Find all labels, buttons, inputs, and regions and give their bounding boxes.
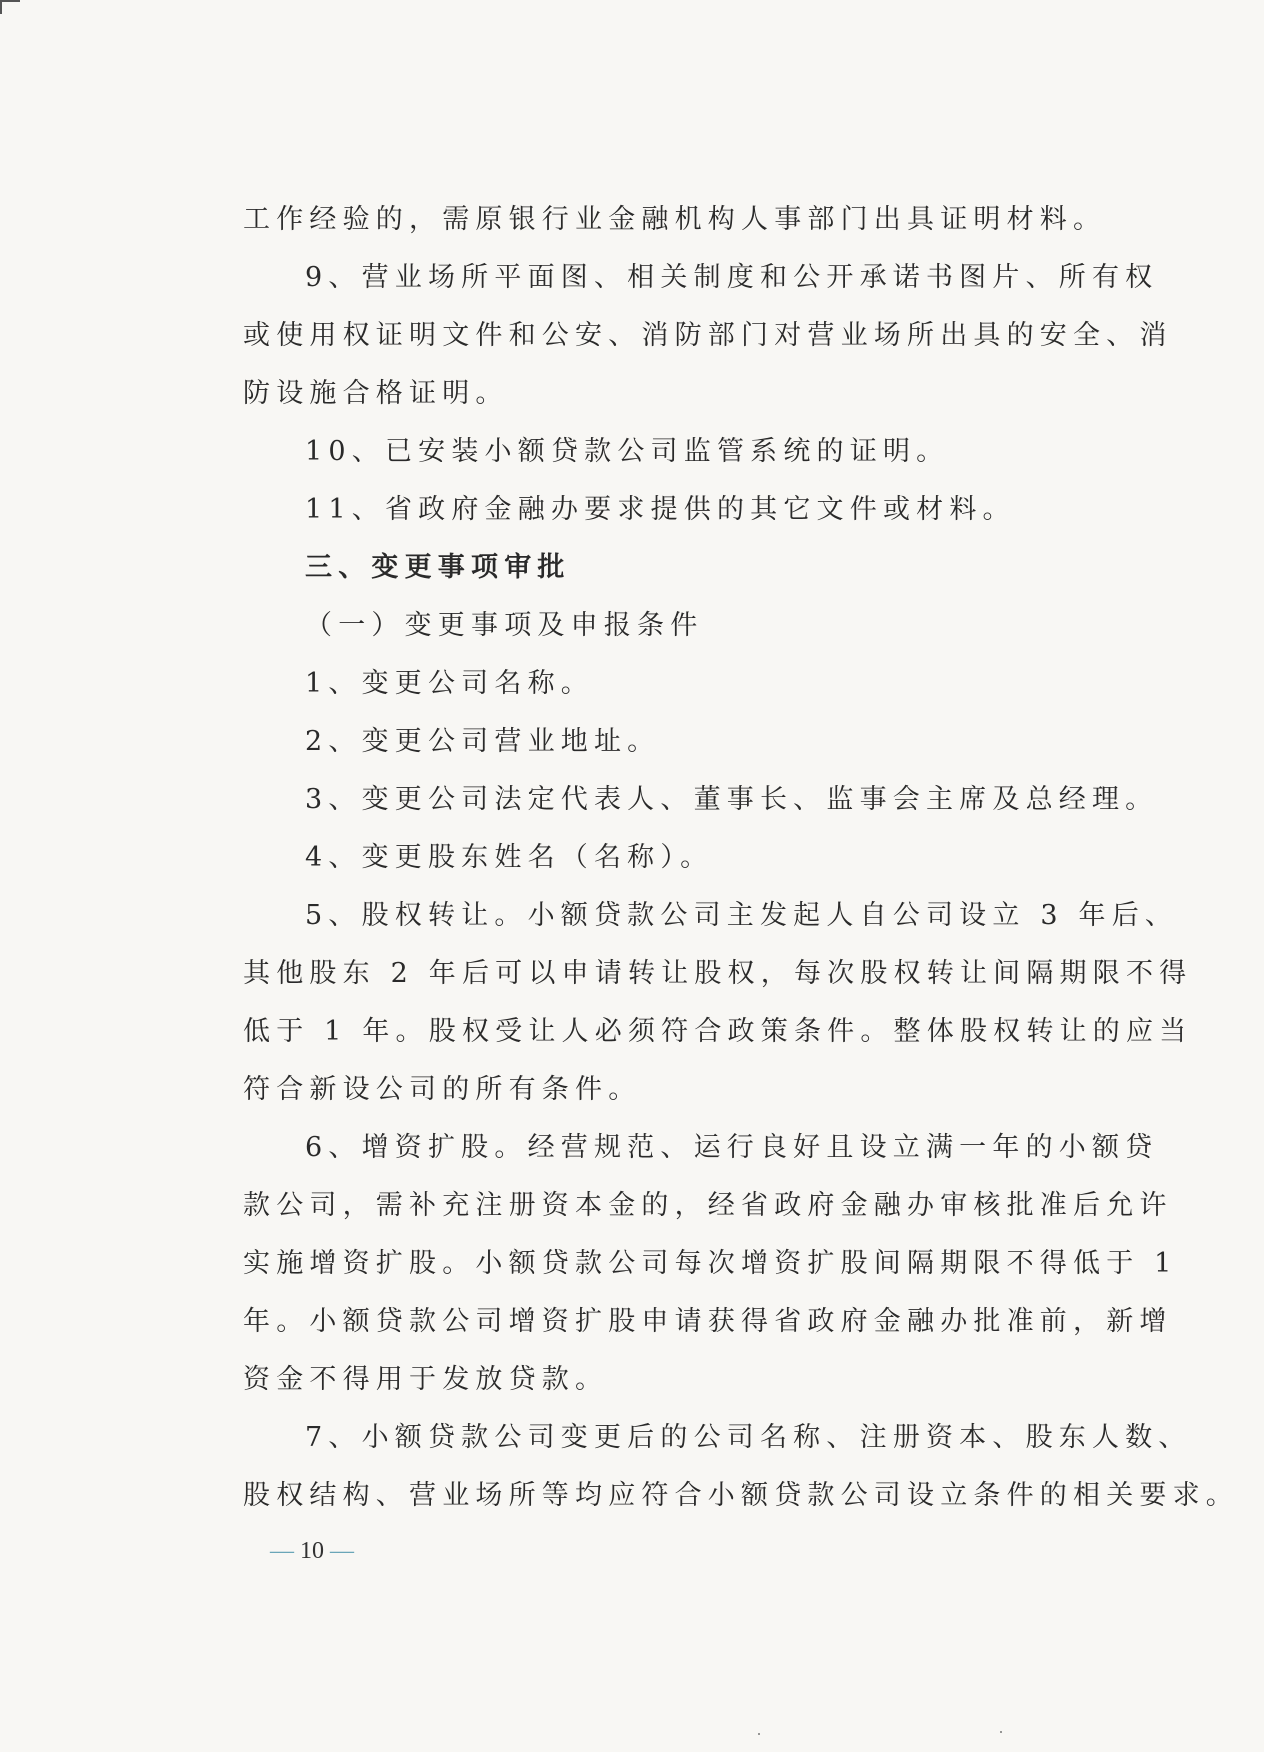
text-line: 符合新设公司的所有条件。: [243, 1074, 642, 1105]
subsection-heading: （一）变更事项及申报条件: [305, 610, 704, 641]
page-number-value: 10: [300, 1538, 324, 1564]
list-item-1: 1、变更公司名称。: [305, 668, 594, 699]
text-line: 或使用权证明文件和公安、消防部门对营业场所出具的安全、消: [243, 320, 1173, 351]
list-item-5: 5、股权转让。小额贷款公司主发起人自公司设立 3 年后、: [305, 900, 1179, 931]
text-line: 款公司，需补充注册资本金的，经省政府金融办审核批准后允许: [243, 1190, 1173, 1221]
text-line: 资金不得用于发放贷款。: [243, 1364, 609, 1395]
list-item-4: 4、变更股东姓名（名称）。: [305, 842, 714, 873]
list-item-6: 6、增资扩股。经营规范、运行良好且设立满一年的小额贷: [305, 1132, 1159, 1163]
section-heading: 三、变更事项审批: [305, 552, 571, 583]
page-number-dash-right: —: [330, 1538, 354, 1564]
text-line: 工作经验的，需原银行业金融机构人事部门出具证明材料。: [243, 204, 1107, 235]
page-number-dash-left: —: [270, 1538, 294, 1564]
text-line: 股权结构、营业场所等均应符合小额贷款公司设立条件的相关要求。: [243, 1480, 1239, 1511]
list-item-2: 2、变更公司营业地址。: [305, 726, 661, 757]
text-line: 实施增资扩股。小额贷款公司每次增资扩股间隔期限不得低于 1: [243, 1248, 1178, 1279]
text-line: 年。小额贷款公司增资扩股申请获得省政府金融办批准前，新增: [243, 1306, 1173, 1337]
list-item-10: 10、已安装小额贷款公司监管系统的证明。: [305, 436, 950, 467]
list-item-9: 9、营业场所平面图、相关制度和公开承诺书图片、所有权: [305, 262, 1159, 293]
page-number: [270, 1538, 354, 1565]
text-line: 防设施合格证明。: [243, 378, 509, 409]
text-line: 其他股东 2 年后可以申请转让股权，每次股权转让间隔期限不得: [243, 958, 1193, 989]
list-item-3: 3、变更公司法定代表人、董事长、监事会主席及总经理。: [305, 784, 1159, 815]
scan-corner-mark: [0, 0, 20, 14]
scan-speck: [1000, 1731, 1002, 1733]
body-text: [243, 191, 1239, 1525]
scan-speck: [758, 1733, 760, 1735]
list-item-7: 7、小额贷款公司变更后的公司名称、注册资本、股东人数、: [305, 1422, 1192, 1453]
text-line: 低于 1 年。股权受让人必须符合政策条件。整体股权转让的应当: [243, 1016, 1193, 1047]
list-item-11: 11、省政府金融办要求提供的其它文件或材料。: [305, 494, 1016, 525]
